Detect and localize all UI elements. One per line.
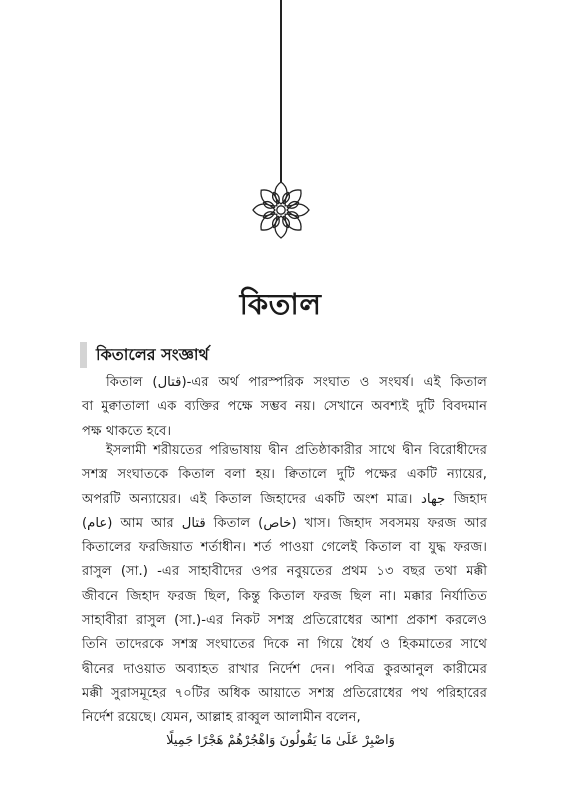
ornament-petal — [257, 210, 281, 234]
paragraph-1 — [82, 371, 487, 444]
text-line: মক্কী সুরাসমূহের ৭০টির অধিক আয়াতে সশস্ত্র প্রতিরোধের পথ পরিহারের — [82, 685, 487, 701]
section-marker-bar — [80, 342, 87, 368]
section-heading — [80, 342, 209, 368]
text-line: সশস্ত্র সংঘাতকে কিতাল বলা হয়। ক্বিতালে দুটি পক্ষের একটি ন্যায়ের, — [82, 467, 487, 483]
text-line: পক্ষ থাকতে হবে। — [82, 423, 172, 439]
text-line: কিতালের ফরজিয়াত শর্তাধীন। শর্ত পাওয়া গেলেই কিতাল বা যুদ্ধ ফরজ। — [82, 540, 487, 556]
quran-verse: وَاصْبِرْ عَلَىٰ مَا يَقُولُونَ وَاهْجُرْهُمْ هَجْرًا جَمِيلًا — [166, 733, 395, 748]
text-line: জীবনে জিহাদ ফরজ ছিল, কিন্তু কিতাল ফরজ ছিল না। মক্কার নির্যাতিত — [82, 588, 487, 604]
ornament-petal — [281, 210, 305, 234]
text-line: দ্বীনের দাওয়াত অব্যাহত রাখার নির্দেশ দেন। পবিত্র কুরআনুল কারীমের — [82, 661, 487, 677]
section-title: কিতালের সংজ্ঞার্থ — [96, 344, 209, 364]
text-line: নির্দেশ রয়েছে। যেমন, আল্লাহ রাব্বুল আলামীন বলেন, — [82, 710, 361, 726]
text-line: সাহাবীরা রাসুল (সা.)-এর নিকট সশস্ত্র প্রতিরোধের আশা প্রকাশ করলেও — [82, 613, 487, 629]
text-line: (عام) আম আর قتال কিতাল (خاص) খাস। জিহাদ সবসময় ফরজ আর — [82, 515, 487, 531]
chapter-title: কিতাল — [239, 287, 322, 321]
text-line: কিতাল (قتال)-এর অর্থ পারস্পরিক সংঘাত ও সংঘর্ষ। এই কিতাল — [106, 375, 487, 390]
text-line: তিনি তাদেরকে সশস্ত্র সংঘাতের দিকে না গিয়ে ধৈর্য ও হিকমাতের সাথে — [82, 637, 487, 653]
text-line: ইসলামী শরীয়তের পরিভাষায় দ্বীন প্রতিষ্ঠাকারীর সাথে দ্বীন বিরোধীদের — [106, 443, 487, 458]
paragraph-2 — [82, 439, 487, 731]
lotus-mandala-icon — [251, 180, 311, 240]
text-line: বা মুক্বাতালা এক ব্যক্তির পক্ষে সম্ভব নয়। সেখানে অবশ্যই দুটি বিবদমান — [82, 399, 487, 415]
hanging-line-divider — [280, 0, 282, 182]
text-line: রাসুল (সা.) -এর সাহাবীদের ওপর নবুয়তের প্রথম ১৩ বছর তথা মক্কী — [82, 564, 487, 580]
text-line: অপরটি অন্যায়ের। এই কিতাল জিহাদের একটি অংশ মাত্র। جهاد জিহাদ — [82, 491, 487, 507]
ornament-petal — [257, 186, 281, 210]
ornament-petal — [281, 186, 305, 210]
